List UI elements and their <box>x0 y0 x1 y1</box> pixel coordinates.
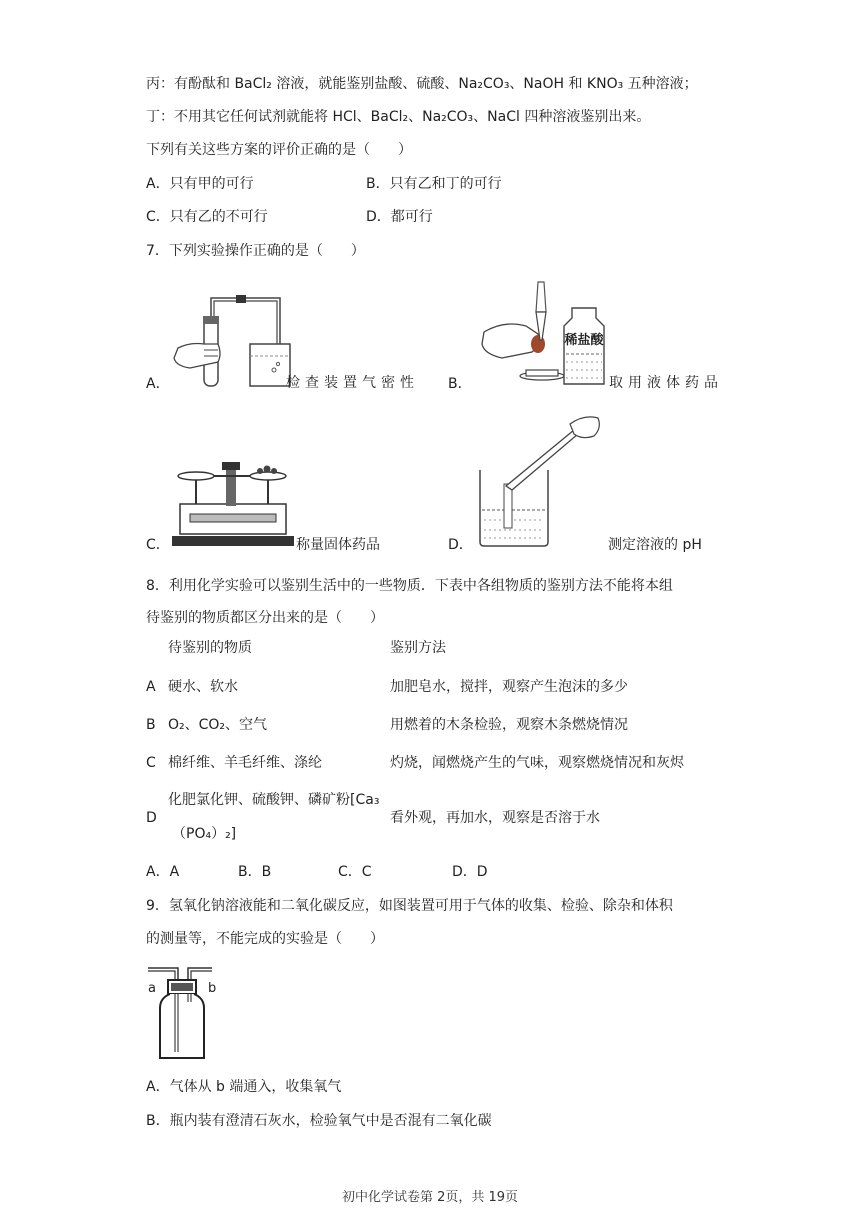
q8-row-a-key: A <box>146 679 156 695</box>
gas-washing-bottle-illustration <box>140 962 230 1062</box>
q6-option-d: D．都可行 <box>366 209 433 225</box>
page-footer: 初中化学试卷第 2页，共 19页 <box>341 1190 519 1205</box>
q8-header-method: 鉴别方法 <box>390 640 446 656</box>
q8-option-c: C．C <box>338 864 372 880</box>
q8-option-d: D．D <box>452 864 488 880</box>
q7-option-a-caption: 检查装置气密性 <box>286 375 419 391</box>
q9-option-a: A．气体从 b 端通入，收集氧气 <box>146 1079 342 1095</box>
port-b-label: b <box>208 981 217 996</box>
scheme-bing: 丙：有酚酞和 BaCl₂ 溶液，就能鉴别盐酸、硫酸、Na₂CO₃、NaOH 和 KNO₃ 五种溶液； <box>146 76 698 92</box>
q8-row-b-key: B <box>146 717 156 733</box>
q8-row-c-method: 灼烧，闻燃烧产生的气味，观察燃烧情况和灰烬 <box>390 755 684 771</box>
q6-option-a: A．只有甲的可行 <box>146 176 254 192</box>
q7-option-c-caption: 称量固体药品 <box>296 537 380 553</box>
airtightness-check-illustration <box>170 290 290 390</box>
q6-stem: 下列有关这些方案的评价正确的是（ ） <box>146 142 412 158</box>
q8-row-a-substance: 硬水、软水 <box>168 679 238 695</box>
balance-scale-illustration <box>170 460 296 546</box>
q8-row-b-substance: O₂、CO₂、空气 <box>168 717 268 733</box>
q9-option-b: B．瓶内装有澄清石灰水，检验氧气中是否混有二氧化碳 <box>146 1113 492 1129</box>
q8-row-d-substance-line1: 化肥氯化钾、硫酸钾、磷矿粉[Ca₃ <box>168 792 380 808</box>
q8-row-a-method: 加肥皂水，搅拌，观察产生泡沫的多少 <box>390 679 628 695</box>
q8-option-b: B．B <box>238 864 272 880</box>
q7-option-a-letter: A． <box>146 376 170 392</box>
ph-test-beaker-illustration <box>474 410 604 550</box>
q7-option-c-letter: C． <box>146 537 170 553</box>
scheme-ding: 丁：不用其它任何试剂就能将 HCl、BaCl₂、Na₂CO₃、NaCl 四种溶液鉴别出来。 <box>146 109 651 125</box>
q9-stem-line1: 9．氢氧化钠溶液能和二氧化碳反应，如图装置可用于气体的收集、检验、除杂和体积 <box>146 898 673 914</box>
q8-row-d-key: D <box>146 810 157 826</box>
dropper-reagent-illustration <box>476 282 606 384</box>
q8-option-a: A．A <box>146 864 180 880</box>
q6-option-b: B．只有乙和丁的可行 <box>366 176 502 192</box>
q9-stem-line2: 的测量等，不能完成的实验是（ ） <box>146 931 384 947</box>
q8-row-b-method: 用燃着的木条检验，观察木条燃烧情况 <box>390 717 628 733</box>
q7-option-d-caption: 测定溶液的 pH <box>608 537 702 553</box>
port-a-label: a <box>148 981 156 996</box>
q7-option-d-letter: D． <box>448 537 473 553</box>
q6-option-c: C．只有乙的不可行 <box>146 209 268 225</box>
q8-row-d-substance-line2: （PO₄）₂] <box>172 826 237 842</box>
q8-row-c-key: C <box>146 755 156 771</box>
q8-stem-line1: 8．利用化学实验可以鉴别生活中的一些物质．下表中各组物质的鉴别方法不能将本组 <box>146 578 673 594</box>
q7-option-b-caption: 取用液体药品 <box>609 375 723 391</box>
q8-row-d-method: 看外观，再加水，观察是否溶于水 <box>390 810 600 826</box>
q8-stem-line2: 待鉴别的物质都区分出来的是（ ） <box>146 610 384 626</box>
q8-row-c-substance: 棉纤维、羊毛纤维、涤纶 <box>168 755 322 771</box>
q7-b-bottle-label: 稀盐酸 <box>564 333 604 348</box>
q8-header-substance: 待鉴别的物质 <box>168 640 252 656</box>
q7-stem: 7．下列实验操作正确的是（ ） <box>146 243 365 259</box>
q7-option-b-letter: B． <box>448 376 472 392</box>
